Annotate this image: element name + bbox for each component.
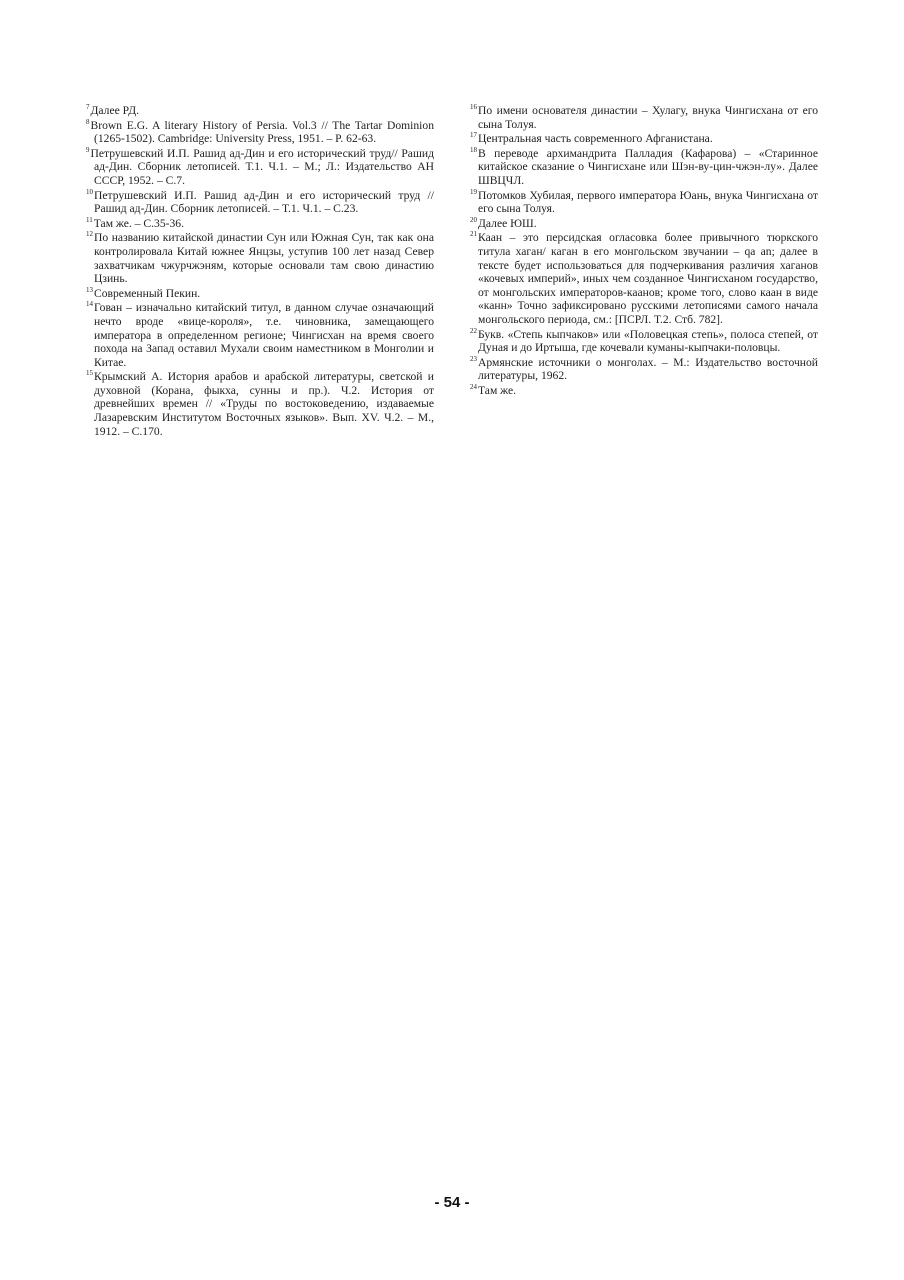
footnote-18 [470,147,818,188]
footnote-number: 21 [470,230,477,239]
footnote-text: Петрушевский И.П. Рашид ад-Дин и его исторический труд // Рашид ад-Дин. Сборник летописей. – Т.1. Ч.1. – С.23. [94,188,434,216]
footnote-14 [86,301,434,369]
footnote-9 [86,147,434,188]
footnote-number: 24 [470,382,477,391]
footnote-text: Букв. «Степь кыпчаков» или «Половецкая степь», полоса степей, от Дуная и до Иртыша, где кочевали куманы-кыпчаки-половцы. [478,327,818,355]
footnote-text: Центральная часть современного Афганистана. [478,132,713,146]
footnote-23 [470,356,818,383]
footnote-7 [86,104,434,118]
footnote-number: 15 [86,369,93,378]
footnotes-right-column [470,104,818,398]
footnote-13 [86,287,434,301]
footnote-text: Там же. – С.35-36. [93,216,184,230]
footnote-21 [470,231,818,326]
footnote-number: 17 [470,131,477,140]
footnote-text: Там же. [478,383,517,397]
footnote-text: Гован – изначально китайский титул, в данном случае означающий нечто вроде «вице-короля», т.е. чиновника, замещающего императора в определенном регионе; Чингисхан на время своего похода на Запад оставил Мухали своим наместником в Монголии и Китае. [94,301,434,369]
footnote-text: Армянские источники о монголах. – М.: Издательство восточной литературы, 1962. [478,355,818,383]
footnote-number: 13 [86,285,93,294]
footnote-number: 19 [470,187,477,196]
footnote-number: 8 [86,117,90,126]
footnote-11 [86,217,434,231]
footnote-number: 23 [470,354,477,363]
footnote-number: 16 [470,103,477,111]
footnote-22 [470,328,818,355]
footnote-text: Далее ЮШ. [478,216,537,230]
footnote-number: 11 [86,215,93,224]
footnotes-left-column [86,104,434,439]
footnote-number: 22 [470,326,477,335]
footnote-8 [86,119,434,146]
footnote-10 [86,189,434,216]
page-number: - 54 - [434,1194,470,1211]
footnote-text: Крымский А. История арабов и арабской литературы, светской и духовной (Корана, фыкха, сунны и пр.). Ч.2. История от древнейших времен // «Труды по востоковедению, издаваемые Лазаревским Институтом Восточных языков». Вып. XV. Ч.2. – М., 1912. – С.170. [94,370,434,438]
footnote-number: 20 [470,215,477,224]
footnote-text: По имени основателя династии – Хулагу, внука Чингисхана от его сына Толуя. [478,104,818,131]
footnote-text: Каан – это персидская огласовка более привычного тюркского титула хаган/ каган в его монгольском звучании – qa an; далее в тексте будет использоваться для подчеркивания различия хаганов «кочевых империй», иных чем созданное Чингисханом государство, от монгольских императоров-каанов; кроме того, слово каан в виде «канн» Точно зафиксировано русскими летописями самого начала монгольского периода, см.: [ПСРЛ. Т.2. Стб. 782]. [478,231,818,326]
footnote-number: 14 [86,300,93,309]
footnote-15 [86,370,434,438]
footnote-number: 10 [86,187,93,196]
footnote-text: В переводе архимандрита Палладия (Кафарова) – «Старинное китайское сказание о Чингисхане или Шэн-ву-цин-чжэн-лу». Далее ШВЦЧЛ. [478,146,818,187]
footnote-text: Потомков Хубилая, первого императора Юань, внука Чингисхана от его сына Толуя. [478,188,818,216]
footnote-text: Далее РД. [90,104,140,117]
footnote-12 [86,231,434,285]
footnote-number: 18 [470,145,477,154]
footnote-text: Современный Пекин. [94,286,201,300]
footnote-24 [470,384,818,398]
footnote-text: Brown E.G. A literary History of Persia. Vol.3 // The Tartar Dominion (1265-1502). Cambridge: University Press, 1951. – P. 62-63. [90,118,434,146]
footnote-20 [470,217,818,231]
footnote-17 [470,132,818,146]
footnote-number: 7 [86,103,90,111]
footnote-number: 9 [86,145,90,154]
footnote-text: Петрушевский И.П. Рашид ад-Дин и его исторический труд// Рашид ад-Дин. Сборник летописей. Т.1. Ч.1. – М.; Л.: Издательство АН СССР, 1952. – С.7. [90,146,434,187]
footnote-text: По названию китайской династии Сун или Южная Сун, так как она контролировала Китай южнее Янцзы, уступив 100 лет назад Север захватчикам чжурчжэням, которые основали там свою династию Цзинь. [94,231,434,286]
footnote-number: 12 [86,230,93,239]
footnote-16 [470,104,818,131]
footnote-19 [470,189,818,216]
